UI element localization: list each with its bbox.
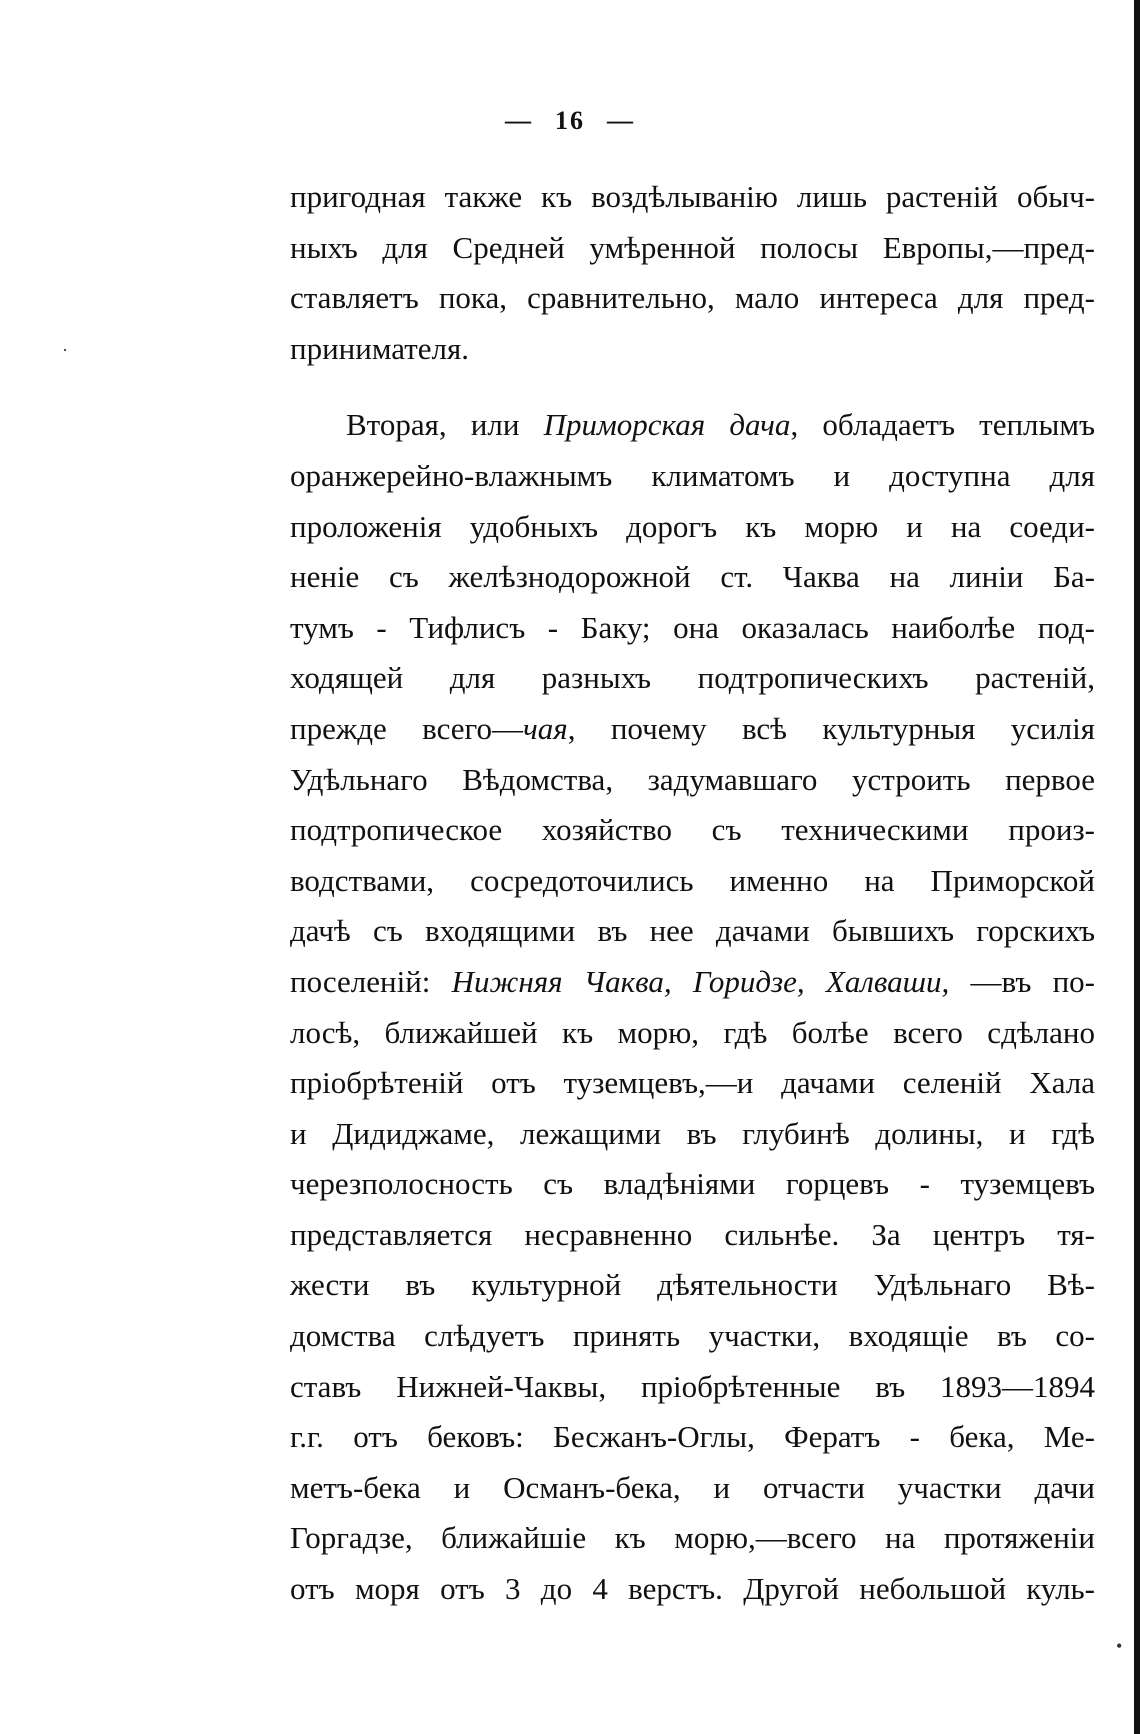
- text-line: [290, 704, 1095, 755]
- text-line: ставляетъ пока, сравнительно, мало интереса для пред-: [290, 280, 1095, 316]
- body-text: [290, 172, 1095, 1615]
- text-line: метъ-бека и Османъ-бека, и отчасти участки дачи: [290, 1469, 1095, 1505]
- text-line: оранжерейно-влажнымъ климатомъ и доступна для: [290, 457, 1095, 493]
- page-number-value: 16: [555, 106, 585, 135]
- text-line: водствами, сосредоточились именно на Приморской: [290, 862, 1095, 898]
- italic-dacha-name: Приморская дача: [543, 407, 791, 443]
- text-run: поселеній:: [290, 963, 452, 999]
- text-line: ныхъ для Средней умѣренной полосы Европы,—пред-: [290, 229, 1095, 265]
- page-number-dash-right: —: [607, 106, 635, 135]
- italic-settlements: Нижняя Чаква, Горидзе, Халваши,: [451, 963, 950, 999]
- text-line: подтропическое хозяйство съ техническими произ-: [290, 812, 1095, 848]
- text-line: лосѣ, ближайшей къ морю, гдѣ болѣе всего сдѣлано: [290, 1014, 1095, 1050]
- text-line: домства слѣдуетъ принять участки, входящіе въ со-: [290, 1318, 1095, 1354]
- margin-speck: ·: [62, 340, 68, 360]
- page-number-dash-left: —: [505, 106, 533, 135]
- text-line: представляется несравненно сильнѣе. За центръ тя-: [290, 1216, 1095, 1252]
- text-line: неніе съ желѣзнодорожной ст. Чаква на линіи Ба-: [290, 559, 1095, 595]
- text-line: черезполосность съ владѣніями горцевъ - туземцевъ: [290, 1166, 1095, 1202]
- text-run: прежде всего—: [290, 710, 523, 746]
- margin-speck-bottom: •: [1116, 1636, 1123, 1656]
- text-run: Вторая, или: [346, 407, 544, 443]
- page-number: [0, 106, 1140, 136]
- text-line: г.г. отъ бековъ: Бесжанъ-Оглы, Фератъ - бека, Ме-: [290, 1419, 1095, 1455]
- text-line: Удѣльнаго Вѣдомства, задумавшаго устроить первое: [290, 761, 1095, 797]
- italic-tea: чая: [522, 710, 568, 746]
- text-line: отъ моря отъ 3 до 4 верстъ. Другой небольшой куль-: [290, 1571, 1095, 1607]
- text-run: —въ по-: [949, 963, 1095, 999]
- paragraph-gap: [290, 374, 1095, 400]
- text-line: [290, 400, 1095, 451]
- text-line: ставъ Нижней-Чаквы, пріобрѣтенные въ 1893—1894: [290, 1368, 1095, 1404]
- text-line: пріобрѣтеній отъ туземцевъ,—и дачами селеній Хала: [290, 1065, 1095, 1101]
- text-line: и Дидиджаме, лежащими въ глубинѣ долины, и гдѣ: [290, 1115, 1095, 1151]
- text-line: жести въ культурной дѣятельности Удѣльнаго Вѣ-: [290, 1267, 1095, 1303]
- text-line: ходящей для разныхъ подтропическихъ растеній,: [290, 660, 1095, 696]
- text-line: дачѣ съ входящими въ нее дачами бывшихъ горскихъ: [290, 913, 1095, 949]
- text-line: тумъ - Тифлисъ - Баку; она оказалась наиболѣе под-: [290, 609, 1095, 645]
- text-run: , обладаетъ теплымъ: [790, 407, 1095, 443]
- text-line: пригодная также къ воздѣлыванію лишь растеній обыч-: [290, 179, 1095, 214]
- paragraph-1: [290, 172, 1095, 374]
- text-line: проложенія удобныхъ дорогъ къ морю и на соеди-: [290, 508, 1095, 544]
- text-line: [290, 957, 1095, 1008]
- text-run: , почему всѣ культурныя усилія: [567, 710, 1095, 746]
- paragraph-2: [290, 400, 1095, 1614]
- page-edge: [1134, 0, 1140, 1734]
- text-line: Горгадзе, ближайшіе къ морю,—всего на протяженіи: [290, 1520, 1095, 1556]
- text-line: принимателя.: [290, 330, 470, 366]
